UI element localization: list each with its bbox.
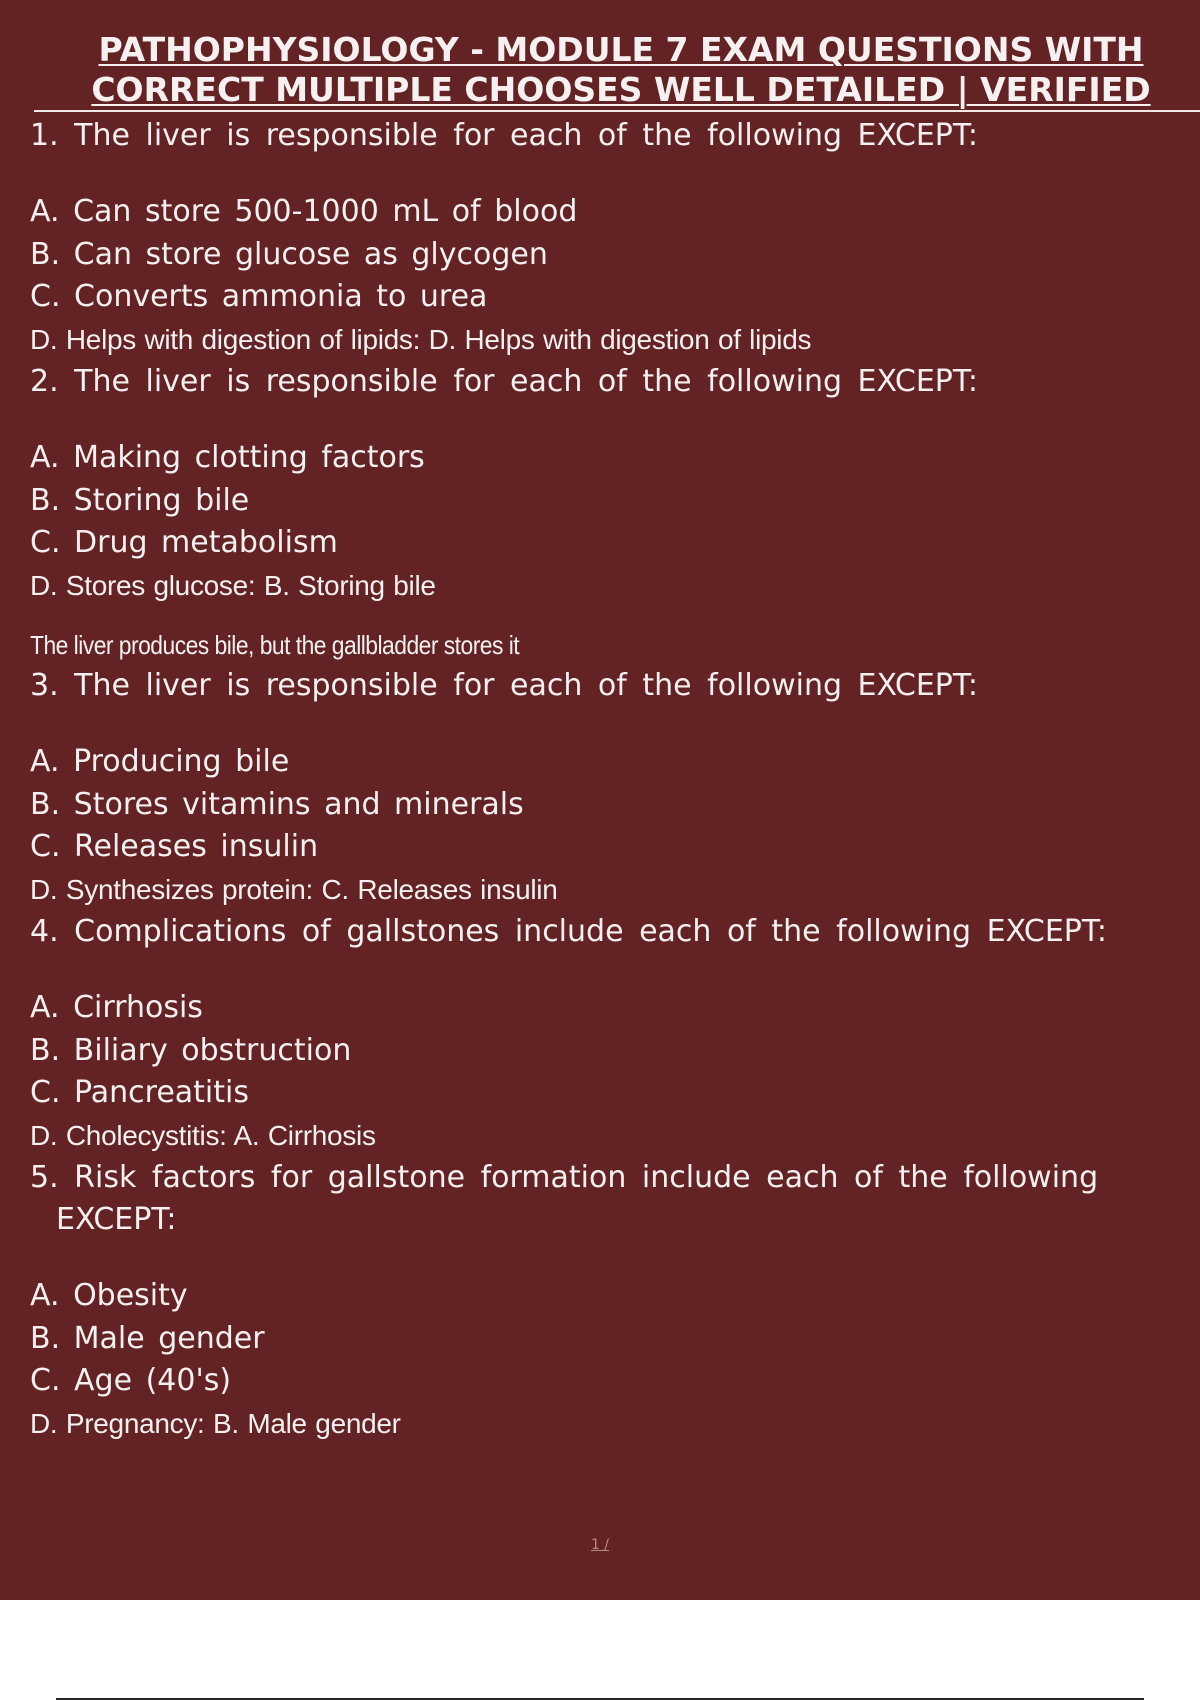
- option-3b: B. Stores vitamins and minerals: [30, 786, 524, 822]
- question-block-3: [30, 665, 1190, 911]
- option-5a: A. Obesity: [30, 1278, 188, 1313]
- option-1a: A. Can store 500-1000 mL of blood: [30, 194, 578, 229]
- page-number: 1 /: [590, 1537, 610, 1553]
- option-3c: C. Releases insulin: [30, 829, 319, 864]
- option-2b: B. Storing bile: [30, 482, 250, 518]
- title-line-1: PATHOPHYSIOLOGY - MODULE 7 EXAM QUESTIONS WITH: [98, 30, 1144, 69]
- question-block-1: [30, 115, 1190, 361]
- option-5c: C. Age (40's): [30, 1363, 232, 1398]
- question-block-4: [30, 911, 1190, 1157]
- option-3a: A. Producing bile: [30, 744, 290, 779]
- option-1b: B. Can store glucose as glycogen: [30, 236, 548, 272]
- question-block-5: [30, 1157, 1190, 1445]
- question-text-1: 1. The liver is responsible for each of the following EXCEPT:: [30, 118, 979, 153]
- option-2c: C. Drug metabolism: [30, 525, 338, 560]
- answer-line-2: D. Stores glucose: B. Storing bile: [30, 569, 436, 601]
- option-1c: C. Converts ammonia to urea: [30, 279, 488, 314]
- answer-explanation-2: The liver produces bile, but the gallbladder stores it: [30, 630, 520, 660]
- option-4b: B. Biliary obstruction: [30, 1032, 352, 1068]
- question-text-3: 3. The liver is responsible for each of the following EXCEPT:: [30, 668, 979, 703]
- title-divider: [34, 110, 1200, 112]
- question-text-2: 2. The liver is responsible for each of the following EXCEPT:: [30, 364, 979, 399]
- document-title: [76, 30, 1166, 110]
- option-2a: A. Making clotting factors: [30, 440, 425, 475]
- answer-line-4: D. Cholecystitis: A. Cirrhosis: [30, 1119, 376, 1151]
- answer-line-3: D. Synthesizes protein: C. Releases insulin: [30, 873, 558, 905]
- answer-line-5: D. Pregnancy: B. Male gender: [30, 1407, 401, 1439]
- title-line-2: CORRECT MULTIPLE CHOOSES WELL DETAILED | VERIFIED: [91, 70, 1151, 109]
- question-text-5: 5. Risk factors for gallstone formation include each of the following EXCEPT:: [30, 1160, 1099, 1237]
- question-text-4: 4. Complications of gallstones include each of the following EXCEPT:: [30, 914, 1108, 949]
- question-block-2: [30, 361, 1190, 665]
- option-4c: C. Pancreatitis: [30, 1075, 249, 1110]
- question-list: [30, 115, 1190, 1445]
- answer-line-1: D. Helps with digestion of lipids: D. Helps with digestion of lipids: [30, 323, 812, 355]
- option-4a: A. Cirrhosis: [30, 990, 203, 1025]
- option-5b: B. Male gender: [30, 1320, 265, 1356]
